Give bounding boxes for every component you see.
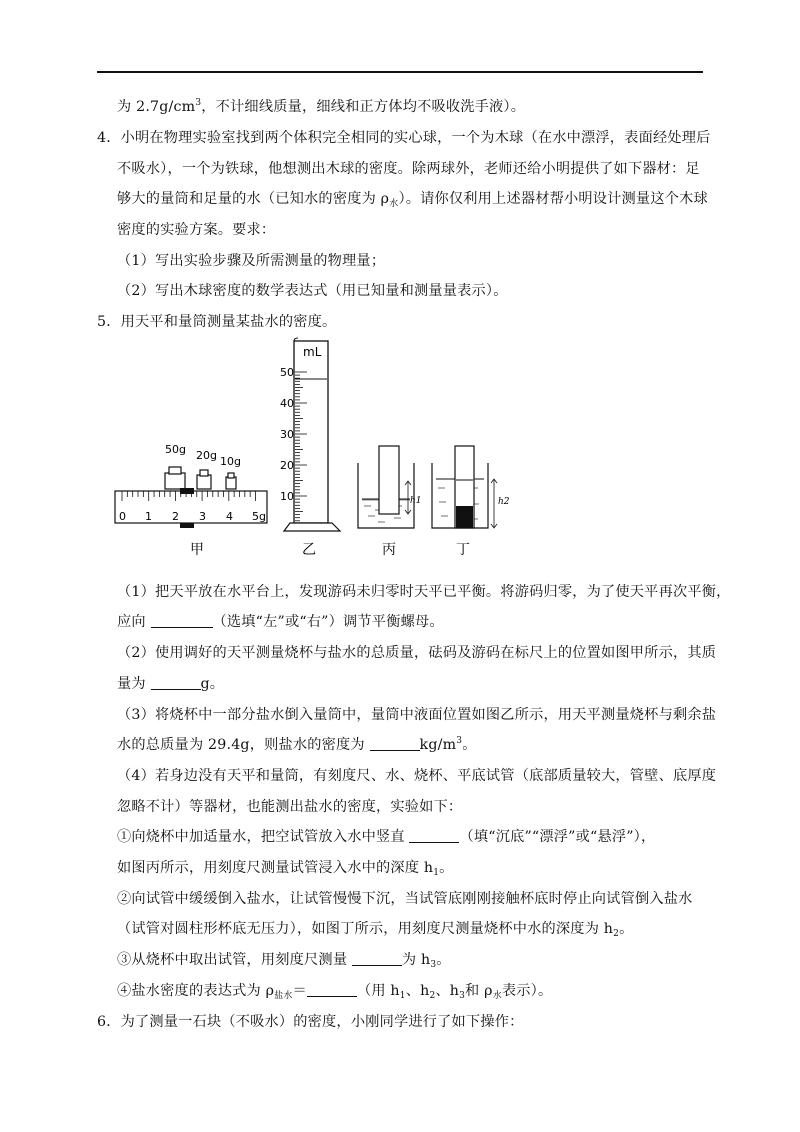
text-segment: （3）将烧杯中一部分盐水倒入量筒中，量筒中液面位置如图乙所示，用天平测量烧杯与剩余盐	[117, 707, 717, 723]
text-segment: 、h	[435, 983, 460, 999]
text-segment: kg/m	[419, 737, 457, 753]
text-segment: 6．为了测量一石块（不吸水）的密度，小刚同学进行了如下操作：	[97, 1014, 524, 1030]
text-segment: （填“沉底”“漂浮”或“悬浮”），	[459, 829, 656, 845]
cylinder-tick-40: 40	[280, 397, 294, 410]
text-line	[117, 705, 716, 725]
text-line	[117, 950, 451, 970]
text-line	[117, 858, 454, 878]
text-line	[117, 766, 716, 786]
text-segment: 、h	[405, 983, 430, 999]
text-segment: （1）把天平放在水平台上，发现游码未归零时天平已平衡。将游码归零，为了使天平再次平衡，	[117, 584, 731, 600]
beaker-ding-figure	[432, 446, 510, 558]
scale-label-3: 3	[199, 510, 206, 523]
subscript: 3	[459, 991, 466, 1001]
cylinder-tick-20: 20	[280, 459, 294, 472]
text-line	[117, 582, 731, 602]
scale-label-1: 1	[145, 510, 152, 523]
text-line	[117, 251, 385, 271]
answer-blank[interactable]	[409, 828, 459, 843]
text-segment: （试管对圆柱形杯底无压力），如图丁所示，用刻度尺测量烧杯中水的深度为 h	[117, 921, 614, 937]
text-segment: 4．小明在物理实验室找到两个体积完全相同的实心球，一个为木球（在水中漂浮，表面经处理后	[97, 130, 711, 146]
tube-bottom-weight	[456, 506, 473, 528]
text-line	[97, 128, 711, 148]
h1-label: h1	[410, 496, 422, 506]
text-segment: （2）使用调好的天平测量烧杯与盐水的总质量，砝码及游码在标尺上的位置如图甲所示，其质	[117, 645, 717, 661]
subscript: 盐水	[274, 991, 293, 1001]
caption-ding: 丁	[456, 542, 470, 558]
text-line	[117, 189, 708, 209]
text-segment: 5．用天平和量筒测量某盐水的密度。	[97, 314, 337, 330]
answer-blank[interactable]	[151, 675, 201, 690]
text-line	[97, 1012, 523, 1032]
scale-label-4: 4	[226, 510, 233, 523]
beaker-bing-figure	[358, 446, 422, 558]
text-line	[117, 981, 552, 1001]
weight-20g-label: 20g	[196, 449, 217, 462]
text-line	[117, 674, 224, 694]
cylinder-tick-50: 50	[280, 366, 294, 379]
text-segment: ④盐水密度的表达式为 ρ	[117, 983, 275, 999]
text-line	[117, 827, 655, 847]
text-segment: 量为	[117, 676, 151, 692]
text-segment: 。	[619, 921, 634, 937]
text-segment: ①向烧杯中加适量水，把空试管放入水中竖直	[117, 829, 410, 845]
scale-label-0: 0	[119, 510, 126, 523]
text-segment: ）。请你仅利用上述器材帮小明设计测量这个木球	[398, 191, 708, 207]
text-segment: （2）写出木球密度的数学表达式（用已知量和测量量表示）。	[117, 283, 508, 299]
text-segment: （1）写出实验步骤及所需测量的物理量；	[117, 253, 386, 269]
header-rule	[97, 71, 703, 73]
rider-top	[180, 488, 194, 494]
scale-label-2: 2	[172, 510, 179, 523]
scale-label-5: 5g	[252, 510, 266, 523]
text-segment: 水的总质量为 29.4g，则盐水的密度为	[117, 737, 370, 753]
subscript: 3	[430, 960, 437, 970]
caption-yi: 乙	[302, 542, 316, 558]
subscript: 1	[433, 868, 440, 878]
text-line	[117, 919, 633, 939]
text-segment: 。	[439, 860, 454, 876]
text-segment: ，不计细线质量，细线和正方体均不吸收洗手液）。	[201, 99, 526, 115]
text-line	[117, 889, 693, 909]
text-segment: 忽略不计）等器材，也能测出盐水的密度，实验如下：	[117, 799, 463, 815]
h2-label: h2	[498, 497, 510, 507]
subscript: 1	[399, 991, 406, 1001]
cylinder-liquid	[295, 379, 327, 522]
text-segment: 不吸水），一个为铁球，他想测出木球的密度。除两球外，老师还给小明提供了如下器材：足	[117, 161, 700, 177]
text-segment: 和 ρ	[465, 983, 493, 999]
text-line	[117, 797, 462, 817]
subscript: 水	[492, 991, 502, 1001]
caption-bing: 丙	[382, 542, 396, 558]
answer-blank[interactable]	[151, 613, 213, 628]
text-segment: 应向	[117, 614, 151, 630]
subscript: 水	[389, 199, 399, 209]
text-segment: 如图丙所示，用刻度尺测量试管浸入水中的深度 h	[117, 860, 434, 876]
text-line	[117, 735, 477, 755]
weight-50g	[165, 443, 186, 489]
text-line	[117, 281, 508, 301]
text-segment: g。	[200, 676, 225, 692]
subscript: 2	[613, 929, 620, 939]
answer-blank[interactable]	[352, 951, 402, 966]
text-line	[117, 612, 444, 632]
weight-20g	[196, 449, 217, 489]
weight-10g	[220, 455, 241, 489]
text-segment: 表示）。	[501, 983, 553, 999]
cylinder-unit: mL	[303, 345, 322, 359]
caption-jia: 甲	[190, 542, 204, 558]
test-tube-bing	[379, 446, 399, 514]
text-segment: 为 2.7g/cm	[117, 99, 196, 115]
answer-blank[interactable]	[370, 736, 420, 751]
weight-50g-label: 50g	[165, 443, 186, 456]
text-line	[97, 312, 336, 332]
text-segment: （4）若身边没有天平和量筒，有刻度尺、水、烧杯、平底试管（底部质量较大，管壁、底厚度	[117, 768, 717, 784]
balance-figure	[115, 443, 267, 558]
text-segment: （用 h	[356, 983, 400, 999]
text-line	[117, 643, 716, 663]
text-line	[117, 220, 275, 240]
text-segment: 够大的量筒和足量的水（已知水的密度为 ρ	[117, 191, 390, 207]
answer-blank[interactable]	[307, 982, 357, 997]
weight-10g-label: 10g	[220, 455, 241, 468]
cylinder-tick-10: 10	[280, 490, 294, 503]
text-segment: 。	[436, 952, 451, 968]
superscript: 3	[195, 98, 202, 108]
text-segment: 。	[462, 737, 477, 753]
rider-bottom	[180, 523, 194, 528]
superscript: 3	[456, 736, 463, 746]
text-line	[117, 159, 700, 179]
text-segment: （选填“左”或“右”）调节平衡螺母。	[212, 614, 444, 630]
text-segment: ②向试管中缓缓倒入盐水，让试管慢慢下沉，当试管底刚刚接触杯底时停止向试管倒入盐水	[117, 891, 693, 907]
cylinder-figure	[280, 338, 340, 558]
subscript: 2	[429, 991, 436, 1001]
text-segment: 为 h	[401, 952, 431, 968]
experiment-figure	[112, 338, 510, 558]
text-segment: 密度的实验方案。要求：	[117, 222, 276, 238]
text-segment: ③从烧杯中取出试管，用刻度尺测量	[117, 952, 352, 968]
text-segment: ＝	[292, 983, 307, 999]
cylinder-tick-30: 30	[280, 428, 294, 441]
text-line	[117, 97, 525, 117]
